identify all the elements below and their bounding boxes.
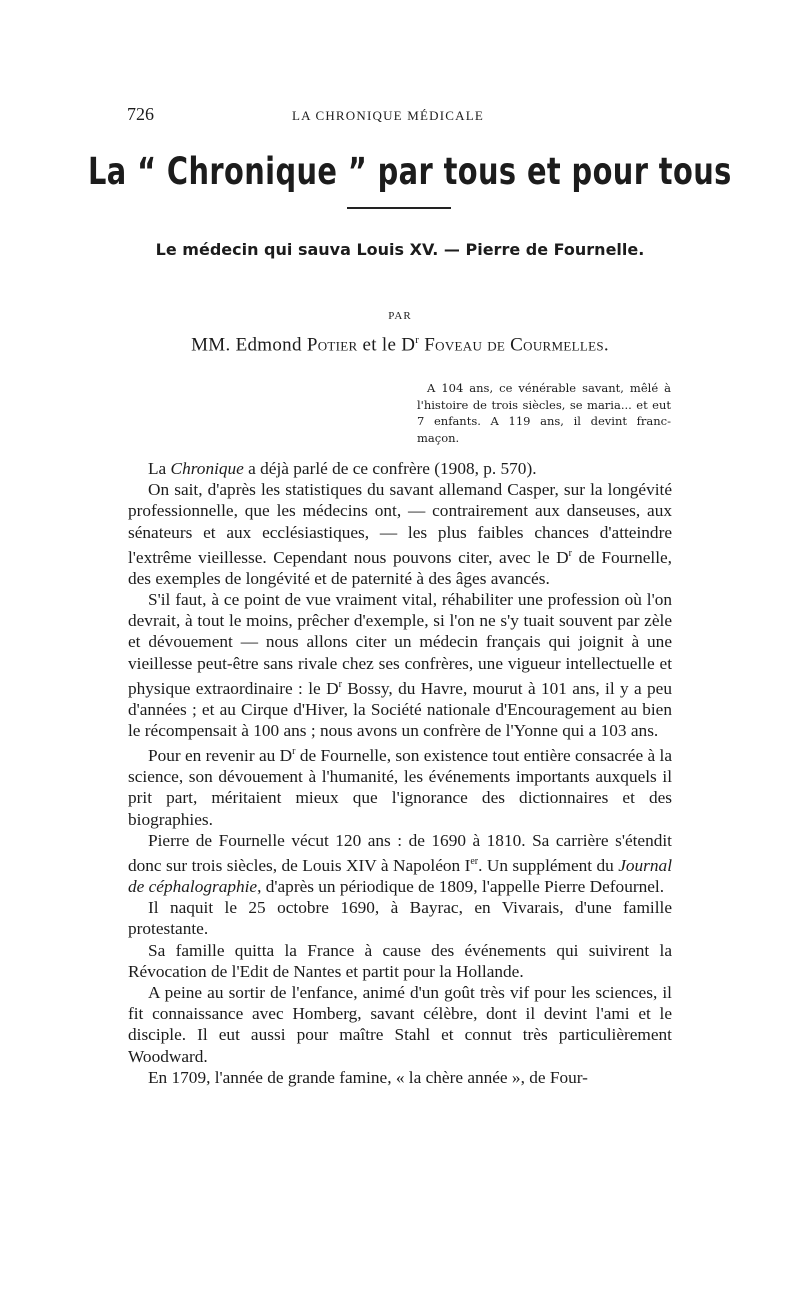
- article-body: [128, 458, 672, 1088]
- author-name-foveau: Foveau de Courmelles.: [419, 334, 609, 356]
- p2-sup: r: [568, 547, 573, 559]
- p4-text-a: Pour en revenir au D: [148, 745, 293, 765]
- article-authors: [0, 334, 800, 356]
- p1-text-a: La: [148, 459, 171, 478]
- journal-name: LA CHRONIQUE MÉDICALE: [292, 108, 485, 123]
- par-label: PAR: [388, 310, 412, 322]
- p5-italic: Journal de céphalographie: [128, 855, 672, 896]
- paragraph-7: Sa famille quitta la France à cause des événements qui suivirent la Révocation de l'Edit de Nantes et partit pour la Hollande.: [128, 940, 672, 981]
- p3-text-b: Bossy, du Havre, mourut à 101 ans, il y a peu d'années ; et au Cirque d'Hiver, la Société nationale d'Encouragement au bien le récompensait à 100 ans ; nous avons un confrère de l'Yonne qui a 103 ans.: [128, 678, 672, 740]
- p2-text-a: On sait, d'après les statistiques du savant allemand Casper, sur la longévité professionnelle, que les médecins ont, — contrairement aux danseuses, aux sénateurs et aux ecclésiastiques, — les plus faibles chances d'atteindre l'extrême vieillesse. Cependant nous pouvons citer, avec le D: [128, 480, 672, 567]
- paragraph-2: [128, 479, 672, 589]
- author-name-potier: Potier: [306, 334, 358, 356]
- epigraph: [417, 380, 671, 446]
- paragraph-3: [128, 589, 672, 741]
- p1-text-b: a déjà parlé de ce confrère (1908, p. 570).: [243, 459, 537, 478]
- p1-italic: Chronique: [170, 459, 244, 478]
- p4-text-b: de Fournelle, son existence tout entière consacrée à la science, son dévouement à l'humanité, les événements importants auxquels il prit part, méritaient mieux que l'ignorance des dictionnaires et des biographies.: [128, 745, 672, 829]
- paragraph-5: [128, 830, 672, 897]
- p5-text-c: , d'après un périodique de 1809, l'appelle Pierre Defournel.: [257, 876, 665, 896]
- paragraph-4: [128, 741, 672, 830]
- authors-prefix: MM. Edmond: [191, 334, 307, 356]
- p5-sup: er: [470, 855, 479, 867]
- page-number: 726: [127, 104, 154, 124]
- paragraph-9: En 1709, l'année de grande famine, « la chère année », de Four-: [148, 1067, 588, 1087]
- title-rule: [347, 207, 451, 209]
- paragraph-6: Il naquit le 25 octobre 1690, à Bayrac, en Vivarais, d'une famille protestante.: [128, 898, 672, 939]
- authors-sup: r: [415, 334, 420, 346]
- p5-text-a: Pierre de Fournelle vécut 120 ans : de 1690 à 1810. Sa carrière s'étendit donc sur trois siècles, de Louis XIV à Napoléon I: [128, 830, 672, 875]
- running-header: [127, 104, 672, 128]
- paragraph-8: A peine au sortir de l'enfance, animé d'un goût très vif pour les sciences, il fit connaissance avec Homberg, savant célèbre, dont il devint l'ami et le disciple. Il eut aussi pour maître Stahl et connut très particulièrement Woodward.: [128, 982, 672, 1066]
- epigraph-text: A 104 ans, ce vénérable savant, mêlé à l'histoire de trois siècles, se maria... et eut 7 enfants. A 119 ans, il devint franc-maçon.: [417, 381, 671, 445]
- p2-text-b: de Fournelle, des exemples de longévité et de paternité à des âges avancés.: [128, 547, 672, 588]
- article-title: La “ Chronique ” par tous et pour tous: [88, 150, 732, 193]
- p4-sup: r: [292, 746, 296, 758]
- p5-text-b: . Un supplément du: [478, 855, 619, 875]
- p3-text-a: S'il faut, à ce point de vue vraiment vital, réhabiliter une profession où l'on devrait, à tout le moins, prêcher d'exemple, si l'on ne s'y tuait souvent par zèle et dévouement — nous allons citer un médecin français qui joignit à une vieillesse peut-être sans rivale chez ses confrères, une vigueur intellectuelle et physique extraordinaire : le D: [128, 589, 672, 698]
- paragraph-1: [128, 458, 672, 479]
- p3-sup: r: [338, 678, 342, 690]
- authors-mid: et le D: [357, 334, 416, 356]
- article-subtitle: Le médecin qui sauva Louis XV. — Pierre de Fournelle.: [155, 240, 645, 259]
